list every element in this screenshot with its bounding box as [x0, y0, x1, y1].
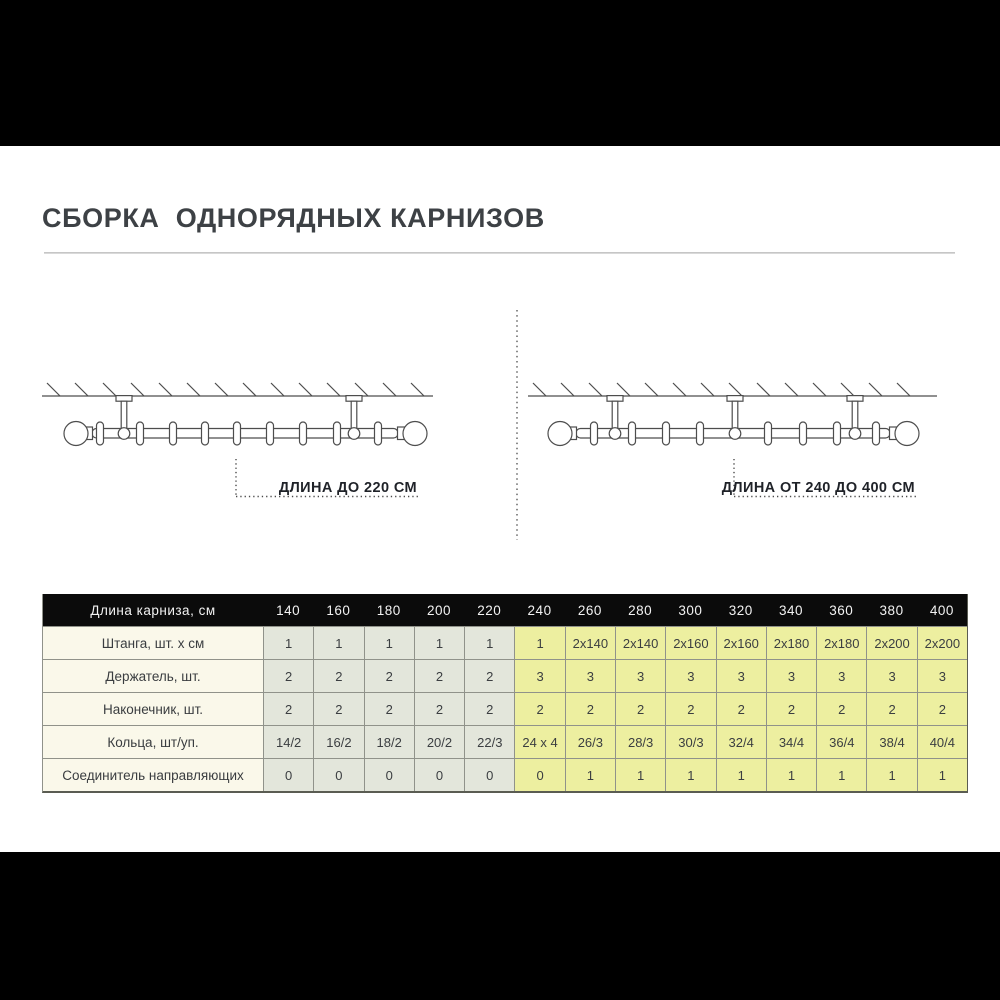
curtain-ring: [873, 422, 880, 445]
column-header: 340: [766, 594, 816, 626]
table-cell: 3: [866, 659, 916, 692]
column-header: 300: [665, 594, 715, 626]
table-cell: 1: [716, 758, 766, 791]
table-cell: 2: [364, 692, 414, 725]
table-cell: 3: [716, 659, 766, 692]
curtain-ring: [697, 422, 704, 445]
curtain-ring: [202, 422, 209, 445]
table-cell: 1: [615, 758, 665, 791]
table-cell: 0: [364, 758, 414, 791]
row-label: Штанга, шт. х см: [43, 626, 263, 659]
curtain-ring: [663, 422, 670, 445]
table-cell: 2х160: [665, 626, 715, 659]
bracket-flange: [116, 396, 132, 402]
finial-ball: [895, 422, 919, 446]
table-cell: 0: [414, 758, 464, 791]
table-cell: 2: [766, 692, 816, 725]
table-cell: 16/2: [313, 725, 363, 758]
curtain-ring: [267, 422, 274, 445]
top-letterbox-bar: [0, 0, 1000, 146]
bracket-stem: [852, 401, 858, 429]
finial-ball: [64, 422, 88, 446]
curtain-ring: [765, 422, 772, 445]
bracket-flange: [607, 396, 623, 402]
bottom-letterbox-bar: [0, 852, 1000, 1000]
table-cell: 2х180: [766, 626, 816, 659]
table-cell: 1: [414, 626, 464, 659]
bracket-holder: [849, 428, 861, 440]
short-cornice-length-label: ДЛИНА ДО 220 СМ: [278, 480, 417, 496]
column-header: 180: [364, 594, 414, 626]
table-cell: 2: [313, 692, 363, 725]
table-cell: 2: [665, 692, 715, 725]
table-cell: 2х140: [615, 626, 665, 659]
row-label: Наконечник, шт.: [43, 692, 263, 725]
table-cell: 2: [313, 659, 363, 692]
curtain-ring: [97, 422, 104, 445]
column-header: 280: [615, 594, 665, 626]
bracket-holder: [729, 428, 741, 440]
bracket-holder: [118, 428, 130, 440]
bracket-holder: [609, 428, 621, 440]
curtain-ring: [300, 422, 307, 445]
table-cell: 3: [514, 659, 564, 692]
table-cell: 2: [514, 692, 564, 725]
cornice-diagrams: [0, 296, 1000, 546]
finial-ball: [548, 422, 572, 446]
table-cell: 2: [615, 692, 665, 725]
bracket-stem: [612, 401, 618, 429]
column-header: 240: [514, 594, 564, 626]
table-cell: 3: [615, 659, 665, 692]
table-cell: 0: [514, 758, 564, 791]
finial-ball: [403, 422, 427, 446]
row-label: Соединитель направляющих: [43, 758, 263, 791]
table-cell: 34/4: [766, 725, 816, 758]
table-cell: 2: [263, 692, 313, 725]
table-cell: 2: [816, 692, 866, 725]
curtain-ring: [170, 422, 177, 445]
row-label: Держатель, шт.: [43, 659, 263, 692]
table-cell: 18/2: [364, 725, 414, 758]
table-cell: 1: [665, 758, 715, 791]
table-cell: 1: [514, 626, 564, 659]
table-cell: 1: [565, 758, 615, 791]
table-header-label: Длина карниза, см: [43, 594, 263, 626]
table-cell: 3: [665, 659, 715, 692]
column-header: 260: [565, 594, 615, 626]
column-header: 320: [716, 594, 766, 626]
table-cell: 2х160: [716, 626, 766, 659]
parts-table: [42, 594, 968, 793]
curtain-ring: [334, 422, 341, 445]
curtain-ring: [800, 422, 807, 445]
curtain-ring: [629, 422, 636, 445]
table-cell: 2х140: [565, 626, 615, 659]
column-header: 360: [816, 594, 866, 626]
curtain-ring: [375, 422, 382, 445]
table-cell: 2: [263, 659, 313, 692]
table-cell: 1: [917, 758, 967, 791]
table-cell: 30/3: [665, 725, 715, 758]
curtain-ring: [234, 422, 241, 445]
bracket-flange: [346, 396, 362, 402]
table-cell: 20/2: [414, 725, 464, 758]
table-cell: 2: [464, 659, 514, 692]
table-cell: 38/4: [866, 725, 916, 758]
table-cell: 2: [464, 692, 514, 725]
table-cell: 2: [414, 692, 464, 725]
column-header: 400: [917, 594, 967, 626]
table-cell: 32/4: [716, 725, 766, 758]
curtain-ring: [834, 422, 841, 445]
table-cell: 1: [816, 758, 866, 791]
bracket-holder: [348, 428, 360, 440]
table-cell: 1: [866, 758, 916, 791]
table-cell: 2: [565, 692, 615, 725]
page-title: СБОРКА ОДНОРЯДНЫХ КАРНИЗОВ: [42, 203, 545, 233]
row-label: Кольца, шт/уп.: [43, 725, 263, 758]
table-cell: 1: [364, 626, 414, 659]
column-header: 160: [313, 594, 363, 626]
table-cell: 2: [364, 659, 414, 692]
column-header: 380: [866, 594, 916, 626]
table-cell: 28/3: [615, 725, 665, 758]
title-divider: [44, 252, 955, 254]
table-cell: 2: [716, 692, 766, 725]
bracket-stem: [732, 401, 738, 429]
curtain-ring: [137, 422, 144, 445]
table-cell: 26/3: [565, 725, 615, 758]
table-cell: 0: [464, 758, 514, 791]
content-area: [0, 146, 1000, 852]
table-cell: 3: [816, 659, 866, 692]
table-cell: 2: [917, 692, 967, 725]
bracket-stem: [351, 401, 357, 429]
table-cell: 2х200: [866, 626, 916, 659]
bracket-flange: [727, 396, 743, 402]
table-cell: 2х200: [917, 626, 967, 659]
table-cell: 1: [263, 626, 313, 659]
table-cell: 3: [766, 659, 816, 692]
long-cornice-length-label: ДЛИНА ОТ 240 ДО 400 СМ: [721, 480, 915, 496]
table-cell: 1: [766, 758, 816, 791]
table-cell: 3: [917, 659, 967, 692]
curtain-ring: [591, 422, 598, 445]
table-cell: 36/4: [816, 725, 866, 758]
bracket-stem: [121, 401, 127, 429]
table-cell: 2х180: [816, 626, 866, 659]
table-cell: 24 х 4: [514, 725, 564, 758]
column-header: 140: [263, 594, 313, 626]
table-cell: 2: [866, 692, 916, 725]
table-cell: 40/4: [917, 725, 967, 758]
table-cell: 1: [464, 626, 514, 659]
column-header: 200: [414, 594, 464, 626]
bracket-flange: [847, 396, 863, 402]
table-cell: 3: [565, 659, 615, 692]
column-header: 220: [464, 594, 514, 626]
table-cell: 1: [313, 626, 363, 659]
table-cell: 0: [263, 758, 313, 791]
table-cell: 0: [313, 758, 363, 791]
table-cell: 14/2: [263, 725, 313, 758]
table-cell: 22/3: [464, 725, 514, 758]
table-cell: 2: [414, 659, 464, 692]
